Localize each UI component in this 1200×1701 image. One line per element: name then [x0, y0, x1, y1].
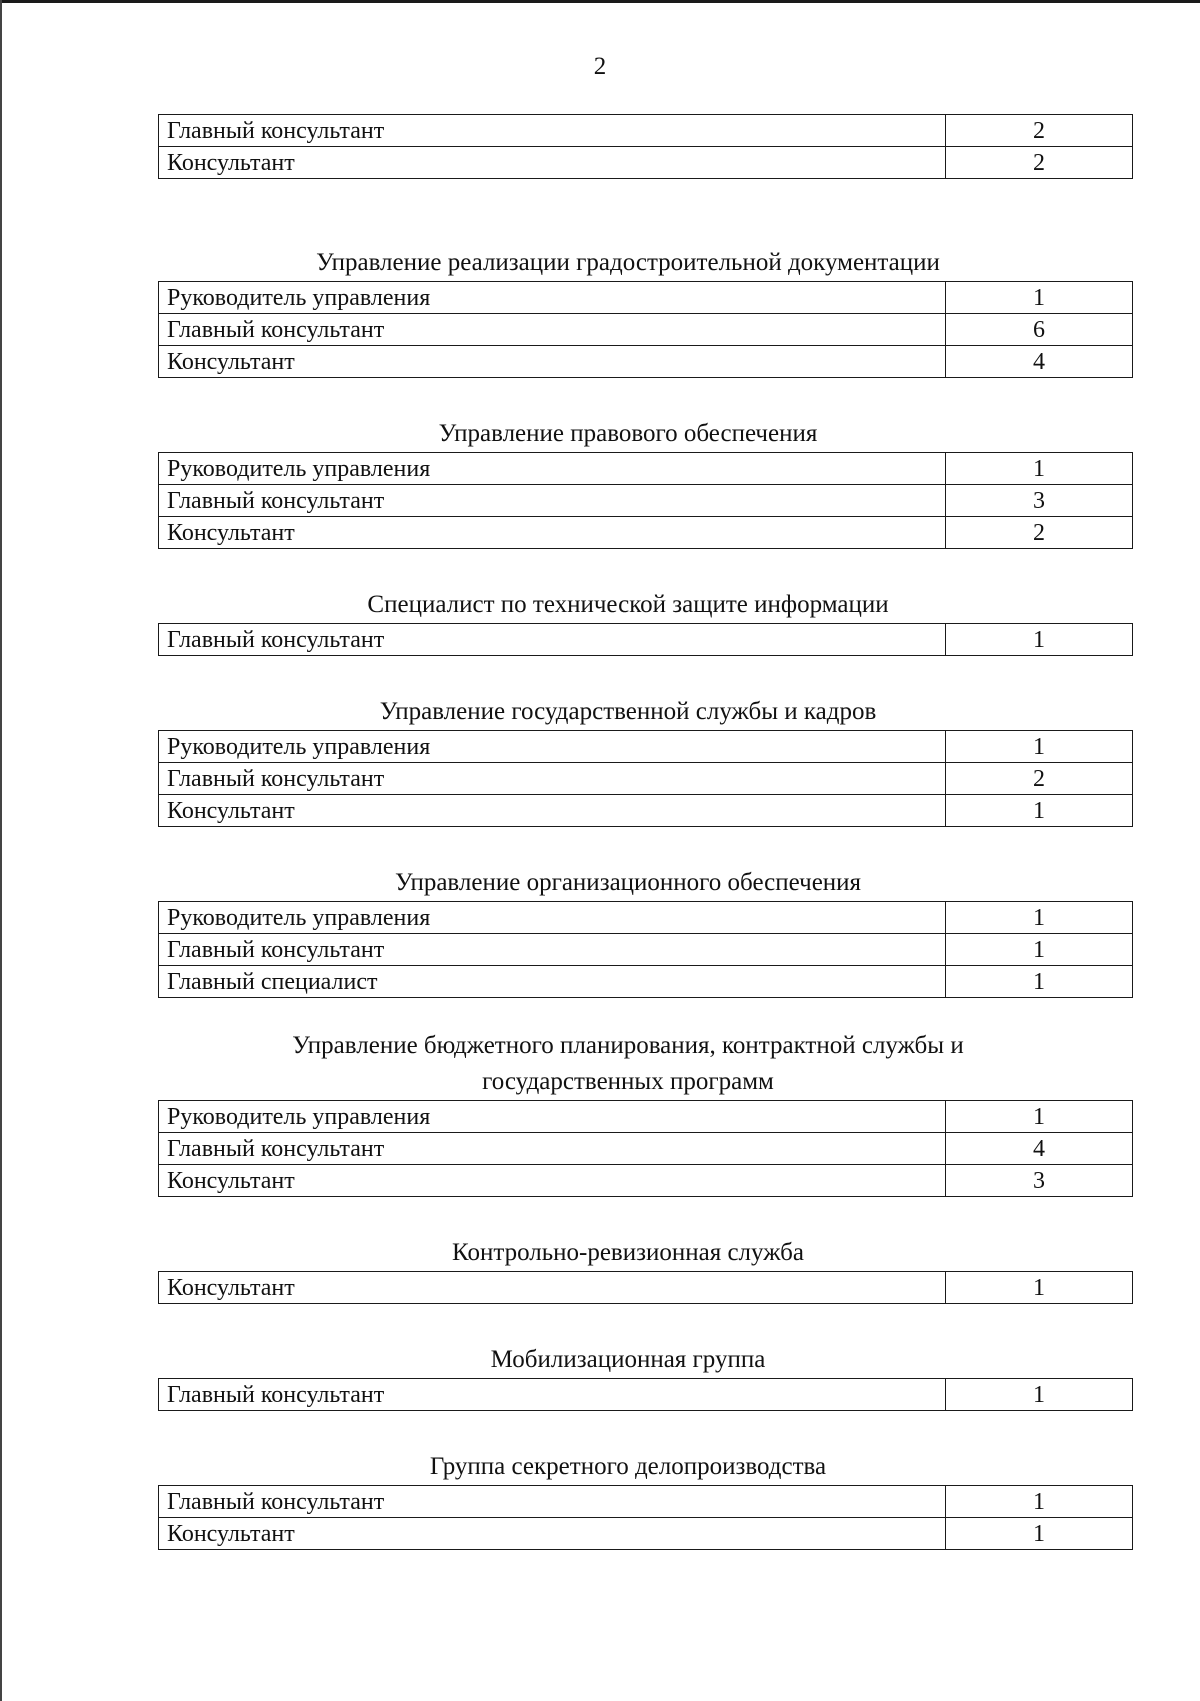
position-cell: Руководитель управления	[159, 453, 946, 485]
table-row	[159, 314, 1133, 346]
section-title: Группа секретного делопроизводства	[429, 1453, 827, 1480]
section-audit	[158, 1235, 1098, 1304]
count-cell: 1	[946, 966, 1133, 998]
staff-table	[158, 281, 1133, 378]
position-cell: Консультант	[159, 147, 946, 179]
section-title: Мобилизационная группа	[490, 1346, 766, 1373]
position-cell: Главный консультант	[159, 763, 946, 795]
count-cell: 1	[946, 453, 1133, 485]
table-row	[159, 795, 1133, 827]
count-cell: 1	[946, 1272, 1133, 1304]
count-cell: 2	[946, 147, 1133, 179]
table-row	[159, 282, 1133, 314]
table-row	[159, 485, 1133, 517]
count-cell: 3	[946, 485, 1133, 517]
table-row	[159, 1518, 1133, 1550]
count-cell: 1	[946, 934, 1133, 966]
position-cell: Главный консультант	[159, 624, 946, 656]
section-title-line1: Управление бюджетного планирования, контрактной службы и	[292, 1032, 964, 1059]
section-secret-records	[158, 1449, 1098, 1550]
count-cell: 1	[946, 731, 1133, 763]
count-cell: 1	[946, 795, 1133, 827]
position-cell: Руководитель управления	[159, 731, 946, 763]
position-cell: Главный консультант	[159, 1379, 946, 1411]
table-row	[159, 731, 1133, 763]
table-row	[159, 115, 1133, 147]
staff-table	[158, 730, 1133, 827]
count-cell: 4	[946, 346, 1133, 378]
count-cell: 1	[946, 1379, 1133, 1411]
section-title: Управление правового обеспечения	[438, 420, 818, 447]
table-row	[159, 966, 1133, 998]
position-cell: Консультант	[159, 1518, 946, 1550]
position-cell: Главный консультант	[159, 1133, 946, 1165]
position-cell: Консультант	[159, 1165, 946, 1197]
scan-edge-top	[0, 0, 1200, 3]
staff-table	[158, 1271, 1133, 1304]
count-cell: 2	[946, 763, 1133, 795]
position-cell: Консультант	[159, 346, 946, 378]
position-cell: Консультант	[159, 795, 946, 827]
position-cell: Руководитель управления	[159, 1101, 946, 1133]
staff-table	[158, 452, 1133, 549]
table-row	[159, 1272, 1133, 1304]
count-cell: 1	[946, 902, 1133, 934]
page-number: 2	[593, 53, 607, 80]
count-cell: 4	[946, 1133, 1133, 1165]
staff-table	[158, 1485, 1133, 1550]
table-row	[159, 763, 1133, 795]
table-row	[159, 346, 1133, 378]
staff-table	[158, 114, 1133, 179]
section-continuation	[158, 114, 1098, 179]
table-row	[159, 624, 1133, 656]
count-cell: 1	[946, 1101, 1133, 1133]
table-row	[159, 453, 1133, 485]
count-cell: 1	[946, 1518, 1133, 1550]
position-cell: Главный консультант	[159, 1486, 946, 1518]
count-cell: 2	[946, 115, 1133, 147]
position-cell: Главный консультант	[159, 485, 946, 517]
section-title-line2: государственных программ	[482, 1068, 774, 1095]
table-row	[159, 1101, 1133, 1133]
position-cell: Консультант	[159, 517, 946, 549]
section-title: Специалист по технической защите информации	[367, 591, 889, 618]
table-row	[159, 517, 1133, 549]
table-row	[159, 147, 1133, 179]
section-title: Контрольно-ревизионная служба	[452, 1239, 804, 1266]
count-cell: 1	[946, 1486, 1133, 1518]
staff-table	[158, 901, 1133, 998]
section-organizational	[158, 865, 1098, 998]
section-info-security	[158, 587, 1098, 656]
section-title: Управление реализации градостроительной документации	[316, 249, 940, 276]
count-cell: 1	[946, 624, 1133, 656]
position-cell: Руководитель управления	[159, 282, 946, 314]
staff-table	[158, 623, 1133, 656]
table-row	[159, 1165, 1133, 1197]
position-cell: Главный консультант	[159, 314, 946, 346]
position-cell: Главный консультант	[159, 115, 946, 147]
section-budget-planning	[158, 1028, 1098, 1197]
table-row	[159, 902, 1133, 934]
position-cell: Главный специалист	[159, 966, 946, 998]
staff-document	[158, 114, 1098, 1550]
count-cell: 6	[946, 314, 1133, 346]
count-cell: 2	[946, 517, 1133, 549]
section-urban-planning	[158, 245, 1098, 378]
table-row	[159, 934, 1133, 966]
position-cell: Главный консультант	[159, 934, 946, 966]
position-cell: Консультант	[159, 1272, 946, 1304]
count-cell: 3	[946, 1165, 1133, 1197]
count-cell: 1	[946, 282, 1133, 314]
section-legal	[158, 416, 1098, 549]
section-title: Управление государственной службы и кадров	[379, 698, 877, 725]
table-row	[159, 1379, 1133, 1411]
section-civil-service	[158, 694, 1098, 827]
section-title: Управление организационного обеспечения	[394, 869, 862, 896]
position-cell: Руководитель управления	[159, 902, 946, 934]
section-mobilization	[158, 1342, 1098, 1411]
table-row	[159, 1486, 1133, 1518]
staff-table	[158, 1100, 1133, 1197]
scan-edge-left	[0, 0, 2, 1701]
staff-table	[158, 1378, 1133, 1411]
table-row	[159, 1133, 1133, 1165]
